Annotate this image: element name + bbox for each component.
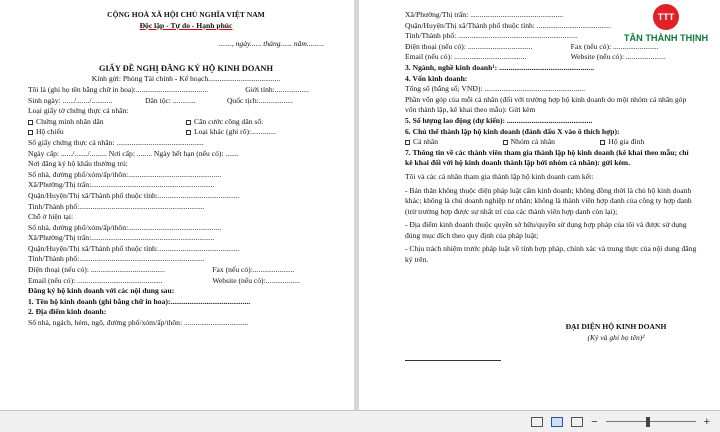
cur-district: Quận/Huyện/Thị xã/Thành phố thuộc tỉnh:........................................... [28,243,240,253]
checkbox-icon [28,120,33,125]
perm-district: Quận/Huyện/Thị xã/Thành phố thuộc tỉnh:........................................... [28,190,240,200]
checkbox-icon [600,140,605,145]
zoom-out-button[interactable]: − [591,415,598,428]
option-id-card[interactable]: Chứng minh nhân dân [28,117,186,128]
signature-block [546,322,686,343]
commitment-2: - Địa điểm kinh doanh thuộc quyền sở hữu/quyền sử dụng hợp pháp của tôi và được sử dụng đúng mục đích theo quy định của pháp luật; [405,220,687,240]
nationality: Quốc tịch:.................. [226,95,293,105]
capital-total: Tổng số (bằng số; VNĐ): ..................................................... [405,84,585,94]
applicant-name: Tôi là (ghi họ tên bằng chữ in hoa):...................................... [28,84,209,94]
document-page-1 [0,0,354,410]
checkbox-icon [186,120,191,125]
checkbox-icon [28,130,33,135]
signature-note: (Ký và ghi họ tên)² [587,332,645,342]
id-number: Số giấy chứng thực cá nhân: .............................................. [28,137,204,147]
members-info: 7. Thông tin về các thành viên tham gia thành lập hộ kinh doanh (kê khai theo mẫu; chỉ kê khai đối với hộ kinh doanh thành lập bởi nhóm cá nhân): gửi kèm. [405,147,689,168]
zoom-in-button[interactable]: + [703,415,710,428]
business-street: Số nhà, ngách, hẻm, ngõ, đường phố/xóm/ấp/thôn: .................................. [28,318,249,328]
document-page-2 [359,0,720,410]
capital-contribution: Phần vốn góp của mỗi cá nhân (đối với trường hợp hộ kinh doanh do một nhóm cá nhân góp vốn thành lập, kê khai theo mẫu): Gửi kèm [405,94,687,115]
gender: Giới tính:.................. [245,84,309,94]
option-other[interactable]: Loại khác (ghi rõ):............. [186,127,344,138]
biz-fax: Fax (nếu có): ........................ [570,41,659,51]
logo-mark-icon: TTT [653,4,679,30]
option-household[interactable]: Hộ gia đình [600,137,698,148]
option-group[interactable]: Nhóm cá nhân [503,137,601,148]
option-citizen-id[interactable]: Căn cước công dân số: [186,117,344,128]
founder-type-label: 6. Chủ thể thành lập hộ kinh doanh (đánh dấu X vào ô thích hợp): [405,126,620,136]
issue-info: Ngày cấp: ....../......./......... Nơi cấp: ........ Ngày hết hạn (nếu có): ....... [28,148,239,158]
signature-title: ĐẠI DIỆN HỘ KINH DOANH [565,322,667,331]
biz-province: Tỉnh/Thành phố: ............................................................... [405,31,578,41]
zoom-slider-thumb[interactable] [646,417,650,427]
footnote-separator [405,360,501,361]
cur-province: Tỉnh/Thành phố:.................................................................. [28,254,205,264]
ethnicity: Dân tộc: ............ [145,95,196,105]
checkbox-icon [186,130,191,135]
form-title: GIẤY ĐỀ NGHỊ ĐĂNG KÝ HỘ KINH DOANH [99,63,273,73]
print-layout-icon[interactable] [551,417,563,427]
phone: Điện thoại (nếu có): ....................................... [28,265,165,275]
business-name: 1. Tên hộ kinh doanh (ghi bằng chữ in hoa):.......................................... [28,296,251,306]
date-line: ......., ngày...... tháng...... năm......... [218,39,324,49]
cur-street: Số nhà, đường phố/xóm/ấp/thôn:................................................. [28,222,222,232]
addressee: Kính gửi: Phòng Tài chính - Kế hoạch...................................... [91,74,281,84]
zoom-slider[interactable] [606,417,696,427]
business-lines: 3. Ngành, nghề kinh doanh¹: .................................................. [405,62,594,72]
option-passport[interactable]: Hộ chiếu [28,127,186,138]
logo-text: TÂN THÀNH THỊNH [623,33,709,43]
email: Email (nếu có): ............................................. [28,275,163,285]
read-mode-icon[interactable] [531,417,543,427]
status-bar [0,410,720,432]
biz-phone: Điện thoại (nếu có): .................................. [405,41,533,51]
birth-date: Sinh ngày: ....../......./........... [28,95,113,105]
biz-email: Email (nếu có): ...................................... [405,52,527,62]
capital-label: 4. Vốn kinh doanh: [405,73,468,83]
commitment-3: - Chịu trách nhiệm trước pháp luật về tính hợp pháp, chính xác và trung thực của nội dung đăng ký trên. [405,244,697,265]
permanent-residence-label: Nơi đăng ký hộ khẩu thường trú: [28,159,128,169]
register-content-label: Đăng ký hộ kinh doanh với các nội dung sau: [28,286,175,296]
perm-street: Số nhà, đường phố/xóm/ấp/thôn:................................................. [28,169,222,179]
fax: Fax (nếu có):...................... [212,265,295,275]
perm-province: Tỉnh/Thành phố:.................................................................. [28,201,205,211]
commitment-1: - Bản thân không thuộc diện pháp luật cấm kinh doanh; không đồng thời là chủ hộ kinh doanh khác; không là chủ doanh nghiệp tư nhân; không là thành viên hợp danh của công ty hợp danh (trừ trường hợp được sự nhất trí của các thành viên hợp danh còn lại); [405,185,692,216]
current-residence-label: Chỗ ở hiện tại: [28,212,74,222]
perm-ward: Xã/Phường/Thị trấn:................................................................. [28,180,215,190]
business-location-label: 2. Địa điểm kinh doanh: [28,307,107,317]
motto: Độc lập - Tự do - Hạnh phúc [139,20,233,30]
commitment-intro: Tôi và các cá nhân tham gia thành lập hộ kinh doanh cam kết: [405,171,594,181]
cur-ward: Xã/Phường/Thị trấn:................................................................. [28,233,215,243]
biz-ward: Xã/Phường/Thị trấn: ................................................. [405,10,564,19]
web-layout-icon[interactable] [571,417,583,427]
biz-district: Quận/Huyện/Thị xã/Thành phố thuộc tỉnh: ....................................... [405,20,611,30]
website: Website (nếu có):.................. [212,275,300,285]
checkbox-icon [405,140,410,145]
id-type-label: Loại giấy tờ chứng thực cá nhân: [28,106,129,116]
option-individual[interactable]: Cá nhân [405,137,503,148]
labor-count: 5. Số lượng lao động (dự kiến): ............................................. [405,115,593,125]
national-header: CỘNG HOÀ XÃ HỘI CHỦ NGHĨA VIỆT NAM [107,10,265,19]
checkbox-icon [503,140,508,145]
biz-website: Website (nếu có): ..................... [570,52,666,62]
company-logo [618,4,714,44]
